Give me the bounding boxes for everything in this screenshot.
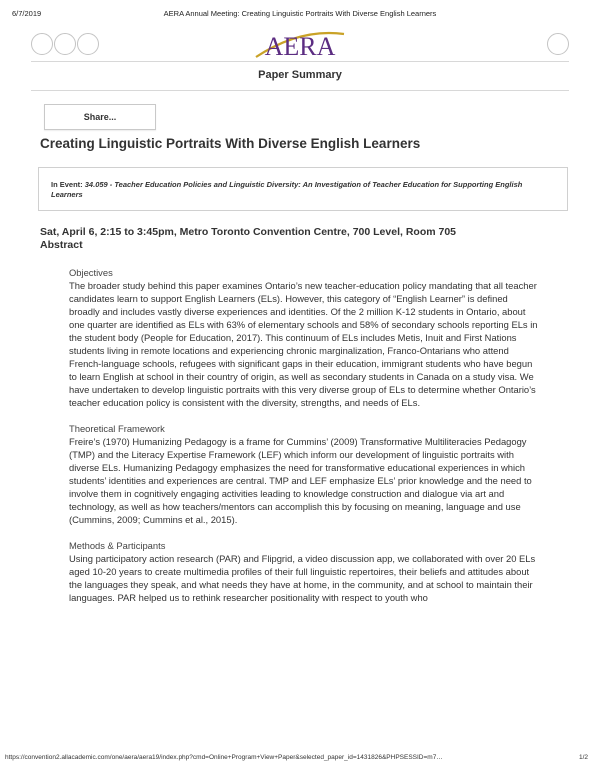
aera-logo[interactable] — [0, 30, 600, 65]
print-footer — [5, 754, 588, 766]
print-header — [12, 9, 588, 21]
methods-text: Using participatory action research (PAR) and Flipgrid, a video discussion app, we collaborated with over 20 ELs aged 10-20 years to create multimedia profiles of their full linguistic repertoires, their beliefs and attitudes about the languages they speak, and what needs they have at home, in the community, and at school to maintain their languages. PAR helped us to rethink researcher positionality with respect to youth who — [69, 553, 536, 603]
share-button[interactable]: Share... — [44, 104, 156, 130]
aera-logo-mark — [252, 30, 348, 60]
framework-text: Freire’s (1970) Humanizing Pedagogy is a frame for Cummins’ (2009) Transformative Multiliteracies Pedagogy (TMP) and the Literacy Expertise Framework (LEF) which inform our development of linguistic portraits with diverse ELs. Humanizing Pedagogy emphasizes the need for transformative educational experiences in which students’ identities and experiences are central. TMP and LEF emphasize ELs’ prior knowledge and the need to involve them in cognitively engaging activities leading to knowledge construction and dialogue via art and technology, as well as how teachers/mentors can accomplish this by focusing on meaning, language and use (Cummins, 2009; Cummins et al., 2015). — [69, 436, 532, 525]
abstract-body — [69, 266, 539, 604]
page-label: Paper Summary — [258, 69, 342, 81]
page-title: Creating Linguistic Portraits With Diverse English Learners — [40, 136, 421, 151]
methods-heading: Methods & Participants — [69, 540, 166, 551]
framework-heading: Theoretical Framework — [69, 423, 165, 434]
print-url: https://convention2.allacademic.com/one/aera/aera19/index.php?cmd=Online+Program+View+Paper&selected_paper_id=1431826&PHPSESSID=m7… — [5, 754, 443, 761]
objectives-text: The broader study behind this paper examines Ontario’s new teacher-education policy mandating that all teacher candidates learn to support English Learners (ELs). However, this category of “English Learner” is defined broadly and includes vastly diverse experiences and identities. Of the 2 million K-12 students in Ontario, about one quarter are identified as ELs with 63% of elementary schools and 58% of secondary schools reporting ELs in the student body (People for Education, 2017). This continuum of ELs includes Metis, Inuit and First Nations students living in remote locations and experiencing chronic marginalization, Franco-Ontarians who attend French-language schools, refugees with significant gaps in their education, immigrant students who have begun to learn English at school in their country of origin, as well as secondary students in Canada on a study visa. We have undertaken to develop linguistic portraits with this very diverse group of ELs to determine whether Ontario’s teacher education policy is consistent with the diversity, strengths, and needs of ELs. — [69, 280, 538, 408]
event-info-box — [38, 167, 568, 211]
event-label: In Event: — [51, 180, 83, 189]
objectives-heading: Objectives — [69, 267, 113, 278]
logo-text: AERA — [264, 32, 336, 60]
summary-divider — [31, 90, 569, 91]
page-number: 1/2 — [578, 754, 588, 761]
print-date: 6/7/2019 — [12, 9, 42, 18]
event-link[interactable]: 34.059 - Teacher Education Policies and Linguistic Diversity: An Investigation of Teacher Education for Supporting English Learners — [51, 180, 523, 199]
print-window-title: AERA Annual Meeting: Creating Linguistic Portraits With Diverse English Learners — [163, 9, 437, 18]
session-block — [40, 226, 580, 252]
abstract-heading: Abstract — [40, 239, 83, 251]
session-info: Sat, April 6, 2:15 to 3:45pm, Metro Toronto Convention Centre, 700 Level, Room 705 — [40, 226, 457, 238]
header-divider — [31, 61, 569, 62]
